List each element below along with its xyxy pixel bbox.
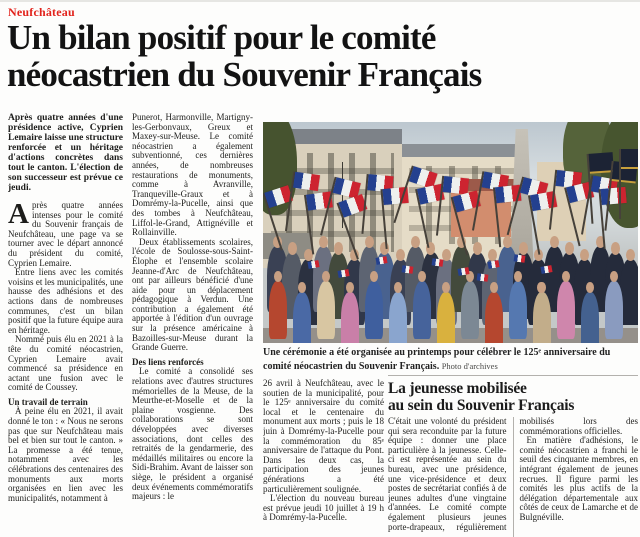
- person-head: [394, 282, 402, 294]
- article-subhead: Des liens renforcés: [132, 356, 204, 367]
- article-paragraph: Punerot, Harmonville, Martigny-les-Gerbonvaux, Greux et Maxey-sur-Meuse. Le comité néocastrien a également subventionné, ces dernières années, de nombreuses restaurations de monuments, comme à Avranville, Tranqueville-Graux et à Domrémy-la-Pucelle, ainsi que des tombes à Neufchâteau, Liffol-le-Grand, Attignéville et Rollainville.: [132, 113, 253, 238]
- person-head: [411, 236, 420, 248]
- hand-flag-icon: [540, 265, 552, 274]
- person-head: [490, 282, 498, 294]
- child-figure: [557, 281, 575, 338]
- dark-banner-flag: [621, 149, 638, 169]
- article-subhead: Un travail de terrain: [8, 396, 88, 407]
- article-paragraph: Deux établissements scolaires, l'école de Soulosse-sous-Saint-Élophe et l'ensemble scolaire Jeanne-d'Arc de Neufchâteau, ont par ailleurs bénéficié d'une aide pour un déplacement pédagogique à Verdun. Une contribution a également été apportée à l'édition d'un ouvrage sur la présence américaine à Bazoilles-sur-Meuse durant la Grande Guerre.: [132, 236, 253, 353]
- article-paragraph: Après quatre années intenses pour le comité du Souvenir français de Neufchâteau, une page va se tourner avec le départ annoncé du président du comité, Cyprien Lemaire.: [8, 198, 123, 268]
- article-paragraph: Nommé puis élu en 2021 à la tête du comité néocastrien, Cyprien Lemaire avait commencé sa présidence en actant une fusion avec le comité de Coussey.: [8, 334, 123, 393]
- hand-flag-icon: [431, 258, 443, 266]
- child-figure: [413, 281, 431, 338]
- child-figure: [485, 292, 503, 343]
- article-column-1: [8, 113, 123, 537]
- child-figure: [389, 292, 407, 343]
- person-head: [370, 271, 378, 283]
- person-head: [442, 282, 450, 294]
- child-figure: [605, 281, 623, 338]
- ceremony-photo: [263, 122, 638, 343]
- article-column-3: [263, 379, 384, 537]
- child-figure: [317, 281, 335, 338]
- child-figure: [509, 281, 527, 338]
- article-standfirst: Après quatre années d'une présidence active, Cyprien Lemaire laisse une structure renforcée et un héritage d'actions concrètes dans tout le canton. L'élection de son successeur est prévue ce jeudi.: [8, 113, 123, 193]
- person-head: [418, 271, 426, 283]
- person-head: [274, 271, 282, 283]
- person-head: [514, 271, 522, 283]
- child-figure: [269, 281, 287, 338]
- article-paragraph: L'élection du nouveau bureau est prévue jeudi 10 juillet à 19 h à Domrémy-la-Pucelle.: [263, 493, 384, 523]
- person-head: [322, 271, 330, 283]
- section-divider: [388, 375, 638, 376]
- subarticle-headline-line1: La jeunesse mobilisée: [388, 380, 527, 397]
- person-head: [396, 249, 405, 261]
- person-head: [586, 282, 594, 294]
- hand-flag-icon: [375, 256, 387, 265]
- child-figure: [437, 292, 455, 343]
- article-column-2: [132, 113, 253, 537]
- association-banner-icon: [619, 149, 638, 219]
- child-figure: [365, 281, 383, 338]
- person-head: [298, 282, 306, 294]
- photo-caption-text: Une cérémonie a été organisée au printemps pour célébrer le 125ᵉ anniversaire du comité néocastrien du Souvenir Français.: [263, 347, 611, 372]
- article-paragraph: À peine élu en 2021, il avait donné le ton : « Nous ne serons pas que sur Neufchâteau mais bel et bien sur tout le canton. » La promesse a été tenue, notamment avec les célébrations des centenaires des monuments aux morts organisées en lien avec les municipalités, notamment à: [8, 406, 123, 503]
- photo-caption: [263, 347, 638, 373]
- article-paragraph: 26 avril à Neufchâteau, avec le soutien de la municipalité, pour le 125ᵉ anniversaire du comité local et le centenaire du monument aux morts ; puis le 18 juin à Domrémy-la-Pucelle pour la commémoration du 85ᵉ anniversaire de l'attaque du Pont. Dans les deux cas, la participation des jeunes générations a été particulièrement soulignée.: [263, 379, 384, 494]
- article-paragraph: Entre liens avec les comités voisins et les municipalités, une hausse des adhésions et des actions dans de nombreuses communes, c'est un bilan positif que la future équipe aura en héritage.: [8, 267, 123, 335]
- article-paragraph: Le comité a consolidé ses relations avec d'autres structures mémorielles de la Meuse, de la Meurthe-et-Moselle et de la plaine vosgienne. Des collaborations se sont développées avec diverses associations, dont celles des retraités de la gendarmerie, des médaillés militaires ou encore la Sidi-Brahim. Avant de laisser son siège, le président a organisé deux événements commémoratifs majeurs : le: [132, 366, 253, 502]
- child-figure: [533, 292, 551, 343]
- child-figure: [461, 281, 479, 338]
- person-head: [565, 242, 574, 254]
- person-head: [562, 271, 570, 283]
- hand-flag-icon: [514, 254, 526, 262]
- child-figure: [293, 292, 311, 343]
- subarticle-paragraph: C'était une volonté du président qui sera reconduite par la future équipe : donner une place particulière à la jeunesse. Celle-ci est représentée au sein du bureau, avec une présidence, une vice-présidence et deux postes de secrétariat confiés à de jeunes adultes d'une vingtaine d'années. Le comité compte également plusieurs jeunes porte-drapeaux, régulièrement mobilisés lors des commémorations officielles.: [388, 417, 638, 532]
- building-center-roof: [402, 144, 526, 157]
- subarticle-headline-line2: au sein du Souvenir Français: [388, 397, 575, 414]
- person-head: [610, 271, 618, 283]
- subarticle-columns: [388, 417, 638, 537]
- child-figure: [341, 292, 359, 343]
- subarticle-headline: [388, 380, 638, 414]
- drop-cap: A: [8, 198, 29, 230]
- section-kicker: Neufchâteau: [8, 5, 75, 19]
- person-head: [346, 282, 354, 294]
- tricolor-flag: [293, 172, 320, 191]
- article-headline: Un bilan positif pour le comité néocastrien du Souvenir Français: [7, 18, 482, 94]
- tricolor-flag: [443, 176, 470, 195]
- photo-credit: Photo d'archives: [441, 360, 498, 371]
- subarticle-paragraph: En matière d'adhésions, le comité néocastrien a franchi le seuil des cinquante membres, en intégrant également de jeunes recrues. Il figure parmi les comités les plus actifs de la délégation départementale aux côtés de ceux de Lamarche et de Bulgnéville.: [519, 435, 638, 522]
- hand-flag-icon: [401, 265, 413, 273]
- person-figure: [620, 259, 638, 325]
- person-head: [537, 282, 545, 294]
- child-figure: [581, 292, 599, 343]
